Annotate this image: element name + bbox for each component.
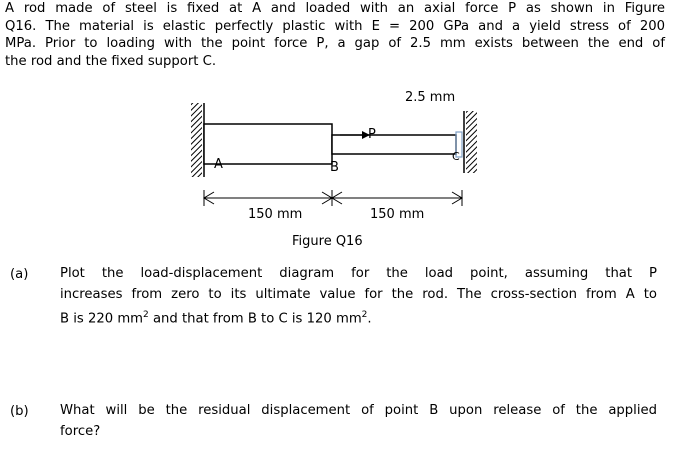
dimension-ab-label: 150 mm xyxy=(248,207,303,222)
point-a-label: A xyxy=(214,157,223,172)
problem-statement-line: the rod and the fixed support C. xyxy=(5,53,217,69)
superscript: 2 xyxy=(361,310,368,320)
fixed-support-c xyxy=(464,111,477,173)
problem-statement xyxy=(5,0,665,70)
question-a-line xyxy=(60,305,657,330)
rod-section-bc xyxy=(332,135,456,154)
figure-caption: Figure Q16 xyxy=(292,234,363,249)
problem-statement-line: A rod made of steel is fixed at A and loaded with an axial force P as shown in Figure xyxy=(5,1,665,16)
question-b-text xyxy=(60,401,657,442)
figure-q16 xyxy=(0,80,677,255)
point-c-label: C xyxy=(452,150,460,163)
question-a-text-part: B is 220 mm xyxy=(60,311,144,327)
question-a-text xyxy=(60,264,657,330)
question-a-line: Plot the load-displacement diagram for the load point, assuming that P xyxy=(60,266,657,281)
rod-section-ab xyxy=(204,124,332,164)
superscript: 2 xyxy=(143,310,149,320)
force-label: P xyxy=(368,127,376,142)
problem-statement-line: MPa. Prior to loading with the point force P, a gap of 2.5 mm exists between the end of xyxy=(5,36,665,52)
dimension-bc-label: 150 mm xyxy=(370,207,425,222)
question-part-label: (b) xyxy=(10,404,29,419)
question-a-text-part: . xyxy=(367,311,372,327)
gap-label: 2.5 mm xyxy=(405,90,456,105)
fixed-support-a xyxy=(191,103,204,177)
question-b-line: What will be the residual displacement of point B upon release of the applied xyxy=(60,403,657,418)
problem-statement-line: Q16. The material is elastic perfectly plastic with E = 200 GPa and a yield stress of 200 xyxy=(5,18,665,34)
question-a-text-part: and that from B to C is 120 mm xyxy=(148,311,362,327)
question-b-line: force? xyxy=(60,423,101,439)
dimension-lines xyxy=(204,190,462,206)
point-b-label: B xyxy=(330,160,339,175)
question-a-line: increases from zero to its ultimate value for the rod. The cross-section from A to xyxy=(60,286,657,302)
question-part-label: (a) xyxy=(10,267,29,282)
